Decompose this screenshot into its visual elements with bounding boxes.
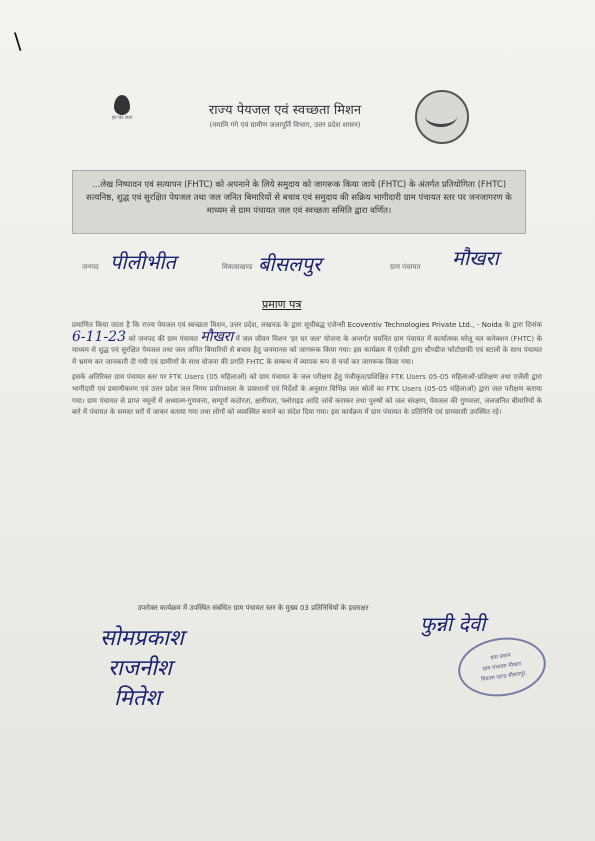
para1-b: के द्वारा दिनांक xyxy=(504,321,542,329)
village-value: मौखरा xyxy=(200,328,234,345)
panchayat-label: ग्राम पंचायत xyxy=(390,263,421,271)
stamp-line-2: ग्राम पंचायत मौखरा xyxy=(482,661,522,673)
closing-line: उपरोक्त कार्यक्रम में उपस्थित संबंधित ग्राम पंचायत स्तर के मुख्य 03 प्रतिनिधियों के हस्ताक्षर xyxy=(137,604,369,612)
notice-box xyxy=(72,170,526,234)
agency-name: Ecoventiv Technologies Private Ltd., - Noida xyxy=(347,321,503,329)
para1-d: में जल जीवन मिशन 'हर घर जल' योजना के अन्तर्गत चयनित ग्राम पंचायत में कार्यात्मक घरेलू नल कनेक्शन (FHTC) के माध्यम से शुद्ध एवं सुरक्षित पेयजल तथा जल जनित बिमारियों से बचाव हेतु जनमानस को जागरूक किया गया। इस कार्यक्रम में एजेंसी द्वारा स्टैण्डीज फोटोग्राफी एवं स्टालों के साथ पंचायत में भ्रमण कर जानकारी दी गयी एवं ग्रामीणों के साथ योजना की प्रगति FHTC के सम्बन्ध में व्यापक रूप से चर्चा कर जागरूक किया गया। xyxy=(72,334,542,366)
logo-caption: हर घर जल xyxy=(112,115,132,121)
pradhan-stamp xyxy=(454,632,549,702)
jal-mission-logo xyxy=(96,95,148,147)
panchayat-value: मौखरा xyxy=(452,246,499,270)
signature-3: मितेश xyxy=(114,686,161,711)
water-drop-icon xyxy=(114,95,130,115)
header-title: राज्य पेयजल एवं स्वच्छता मिशन xyxy=(208,103,362,118)
notice-text: …लेख निष्पादन एवं सत्यापन (FHTC) को अपनाने के लिये समुदाय को जागरूक किया जाये (FHTC) के अंतर्गत प्रतियोगिता (FHTC) सत्यनिष्ठ, शुद्ध एवं सुरक्षित पेयजल तथा जल जनित बिमारियों से बचाव एवं समुदाय की सक्रिय भागीदारी ग्राम पंचायत स्तर पर जनजागरण के माध्यम से ग्राम पंचायत जल एवं स्वच्छता समिति द्वारा वर्णित। xyxy=(86,180,512,216)
certificate-body xyxy=(72,320,542,423)
pradhan-signature: फुन्नी देवी xyxy=(420,612,486,636)
signature-2: राजनीश xyxy=(108,656,172,681)
up-govt-emblem xyxy=(415,90,469,144)
header-subtitle: (नमामि गंगे एवं ग्रामीण जलापूर्ति विभाग, उत्तर प्रदेश शासन) xyxy=(209,121,361,129)
block-value: बीसलपुर xyxy=(258,252,322,276)
emblem-fish-icon xyxy=(425,106,457,127)
stamp-line-1: ग्राम प्रधान xyxy=(490,652,512,662)
para2: इसके अतिरिक्त ग्राम पंचायत स्तर पर FTK Users (05 महिलाओं) को ग्राम पंचायत के जल परीक्षण हेतु पंजीकृत/प्रशिक्षित FTK Users 05-05 महिलाओं-प्रशिक्षण तथा एजेंसी द्वारा भागीदारी एवं प्रमाणीकरण एवं उत्तर प्रदेश जल निगम प्रयोगशाला के प्रावधानों एवं निर्देशों के अनुसार विभिन्न जल स्रोतों का FTK Users (05-05 महिलाओं) द्वारा जल परीक्षण कराया गया। ग्राम पंचायत से प्राप्त नमूनों में अध्यात्म-गुणवत्ता, सम्पूर्ण कठोरता, क्षारीयता, फ्लोराइड आदि जांचें कराकर तथा पुरुषों को जल संरक्षण, पेयजल की गुणवत्ता, जलजनित बीमारियों के बारे में पंचायत के समस्त घरों में जाकर बताया गया तथा लोगों को व्यवस्थित बनाने का संदेश दिया गया। इस कार्यक्रम में ग्राम पंचायत के प्रतिनिधि एवं ग्रामवासी उपस्थित रहे। xyxy=(72,373,542,417)
para1-a: प्रमाणित किया जाता है कि राज्य पेयजल एवं स्वच्छता मिशन, उत्तर प्रदेश, लखनऊ के द्वारा सूचीबद्ध एजेन्सी xyxy=(72,321,346,329)
district-value: पीलीभीत xyxy=(110,250,176,274)
para1-c: को जनपद की ग्राम पंचायत xyxy=(128,334,198,343)
block-label: विकासखण्ड xyxy=(222,263,253,271)
certificate-title: प्रमाण पत्र xyxy=(262,298,302,311)
date-value: 6-11-23 xyxy=(72,328,126,345)
corner-mark: \ xyxy=(14,30,22,55)
district-label: जनपद xyxy=(82,263,99,271)
stamp-line-3: विकास खण्ड बीसलपुर xyxy=(480,670,526,683)
signature-1: सोमप्रकाश xyxy=(100,626,184,651)
